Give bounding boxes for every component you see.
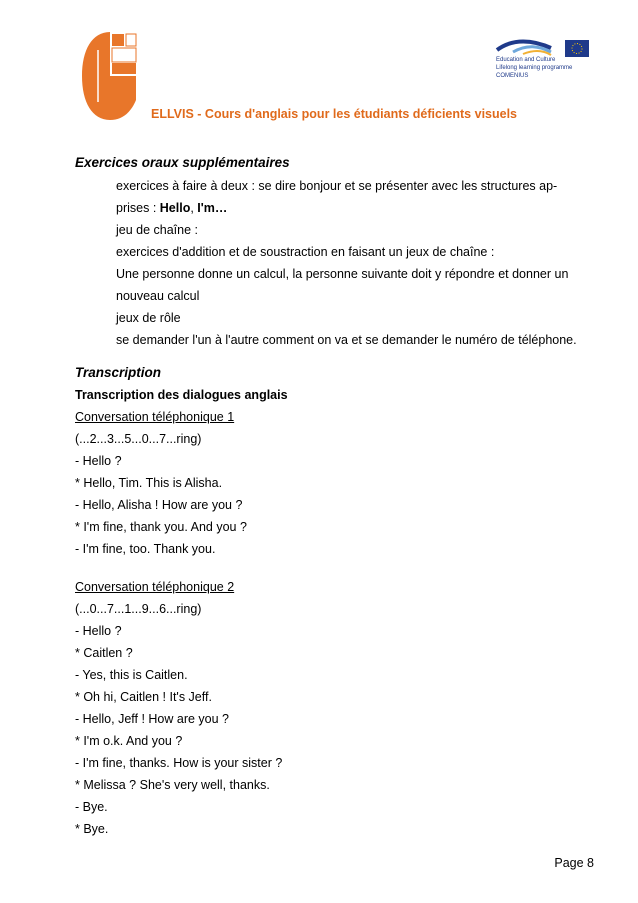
header-title: ELLVIS - Cours d'anglais pour les étudiants déficients visuels [150, 107, 517, 121]
oral-item3-line1: se demander l'un à l'autre comment on va et se demander le numéro de téléphone. [116, 333, 577, 347]
oral-item2-line3: nouveau calcul [116, 289, 200, 303]
oral-item3-title: jeux de rôle [116, 311, 181, 325]
page-number: Page 8 [554, 856, 594, 870]
oral-item1-prefix: prises : [116, 201, 160, 215]
oral-item1-line2 [116, 197, 227, 219]
oral-item1-im: I'm… [197, 201, 228, 215]
dialogue-line: - Hello, Jeff ! How are you ? [75, 712, 230, 726]
dialogue-line: (...0...7...1...9...6...ring) [75, 602, 202, 616]
dialogue-line: * Hello, Tim. This is Alisha. [75, 476, 223, 490]
eu-text-line: COMENIUS [496, 73, 529, 79]
conversation-2 [75, 576, 282, 840]
conversation-1-title: Conversation téléphonique 1 [75, 410, 235, 424]
transcription-subtitle: Transcription des dialogues anglais [75, 388, 288, 402]
conversation-2-title: Conversation téléphonique 2 [75, 580, 235, 594]
dialogue-line: - Bye. [75, 800, 108, 814]
dialogue-line: - Hello ? [75, 454, 122, 468]
dialogue-line: - Hello, Alisha ! How are you ? [75, 498, 243, 512]
oral-item1-line1: exercices à faire à deux : se dire bonjour et se présenter avec les structures ap- [116, 179, 558, 193]
dialogue-line: * I'm o.k. And you ? [75, 734, 183, 748]
oral-item2-title: jeu de chaîne : [116, 223, 199, 237]
oral-exercises-title: Exercices oraux supplémentaires [75, 155, 290, 170]
dialogue-line: * Caitlen ? [75, 646, 133, 660]
oral-item1-hello: Hello [159, 201, 191, 215]
oral-item1-sep: , [190, 201, 198, 215]
transcription-title: Transcription [75, 365, 162, 380]
dialogue-line: - I'm fine, too. Thank you. [75, 542, 216, 556]
eu-text-line: Education and Culture [496, 57, 556, 63]
dialogue-line: * I'm fine, thank you. And you ? [75, 520, 247, 534]
oral-item2-line2: Une personne donne un calcul, la personne suivante doit y répondre et donner un [116, 267, 569, 281]
eu-text-line: Lifelong learning programme [496, 65, 573, 71]
dialogue-line: * Oh hi, Caitlen ! It's Jeff. [75, 690, 212, 704]
conversation-1 [75, 406, 247, 560]
dialogue-line: (...2...3...5...0...7...ring) [75, 432, 202, 446]
dialogue-line: - I'm fine, thanks. How is your sister ? [75, 756, 283, 770]
dialogue-line: * Bye. [75, 822, 109, 836]
eu-logo-text [496, 56, 572, 80]
oral-item2-line1: exercices d'addition et de soustraction en faisant un jeux de chaîne : [116, 245, 495, 259]
dialogue-line: - Hello ? [75, 624, 122, 638]
dialogue-line: - Yes, this is Caitlen. [75, 668, 188, 682]
dialogue-line: * Melissa ? She's very well, thanks. [75, 778, 270, 792]
